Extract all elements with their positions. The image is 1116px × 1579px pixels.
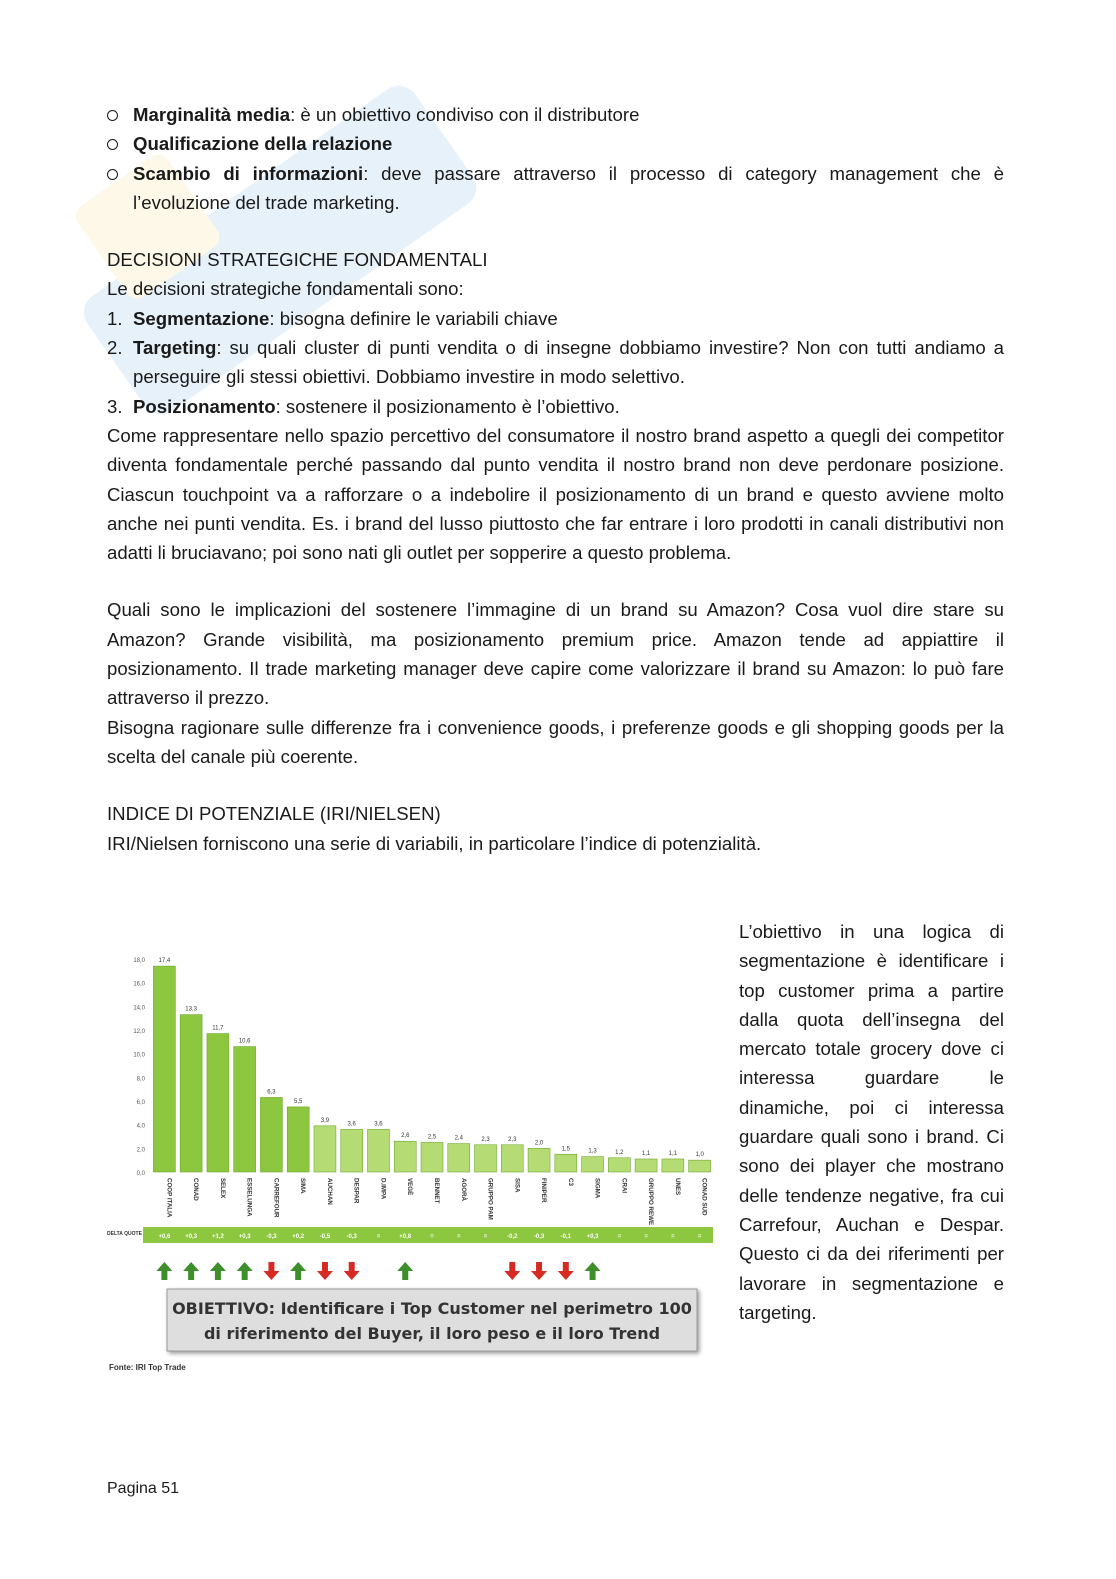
delta-value: = [617, 1234, 622, 1240]
category-label: AGORÀ [459, 1178, 467, 1202]
y-tick-label: 10,0 [133, 1052, 145, 1059]
chart-bar [368, 1129, 390, 1172]
arrow-down-icon [531, 1262, 547, 1280]
paragraph: Bisogna ragionare sulle differenze fra i convenience goods, i preferenze goods e gli shopping goods per la scelta del canale più coerente. [107, 716, 1004, 767]
arrow-up-icon [585, 1262, 601, 1280]
chart-source: Fonte: IRI Top Trade [109, 1363, 186, 1372]
category-label: SISA [513, 1178, 521, 1193]
chart-bar [314, 1126, 336, 1172]
category-label: GRUPPO PAM [486, 1178, 494, 1220]
numbered-list [107, 304, 1004, 421]
bar-value-label: 1,5 [561, 1146, 570, 1153]
bar-value-label: 3,6 [347, 1121, 356, 1128]
step-bold: Segmentazione [133, 307, 270, 329]
step-bold: Posizionamento [133, 395, 276, 417]
y-tick-label: 14,0 [133, 1005, 145, 1012]
y-tick-label: 4,0 [136, 1123, 145, 1130]
bar-value-label: 2,6 [401, 1133, 410, 1140]
chart-bar [153, 966, 175, 1172]
arrow-up-icon [290, 1262, 306, 1280]
list-item [107, 159, 1004, 218]
page-body [107, 100, 1004, 858]
chart-bar [341, 1129, 363, 1172]
bar-value-label: 2,3 [508, 1136, 517, 1143]
delta-value: = [697, 1234, 702, 1240]
chart-bar [287, 1107, 309, 1172]
category-label: CONAD SUD [700, 1178, 708, 1216]
y-tick-label: 16,0 [133, 981, 145, 988]
category-label: ESSELUNGA [245, 1178, 253, 1217]
bar-value-label: 11,7 [212, 1025, 224, 1032]
category-label: DESPAR [352, 1178, 360, 1204]
chart-figure [107, 937, 717, 1387]
list-number: 2. [107, 337, 123, 359]
category-label: SIMA [299, 1178, 307, 1194]
step-bold: Targeting [133, 337, 217, 359]
chart-bar [555, 1154, 577, 1172]
category-label: C3 [566, 1178, 574, 1186]
arrow-down-icon [504, 1262, 520, 1280]
section-intro: IRI/Nielsen forniscono una serie di variabili, in particolare l’indice di potenzialità. [107, 832, 762, 854]
bar-value-label: 1,2 [615, 1149, 624, 1156]
delta-label: DELTA QUOTE [107, 1231, 142, 1237]
chart-bar [180, 1015, 202, 1172]
bar-chart [107, 937, 717, 1387]
arrow-up-icon [210, 1262, 226, 1280]
category-label: D.IMPA [379, 1178, 387, 1200]
bar-value-label: 2,0 [534, 1140, 544, 1147]
list-item [107, 392, 1004, 421]
bar-value-label: 1,1 [668, 1150, 678, 1157]
bar-value-label: 6,3 [267, 1089, 276, 1096]
delta-value: -0,1 [560, 1234, 571, 1240]
delta-value: -0,5 [319, 1234, 331, 1240]
delta-value: = [430, 1234, 434, 1240]
y-tick-label: 0,0 [136, 1171, 145, 1177]
step-text: : bisogna definire le variabili chiave [269, 307, 558, 329]
bar-value-label: 1,0 [695, 1152, 704, 1159]
section-heading: INDICE DI POTENZIALE (IRI/NIELSEN) [107, 803, 441, 825]
chart-bar [448, 1144, 470, 1172]
y-tick-label: 2,0 [136, 1147, 145, 1154]
delta-value: -0,3 [266, 1234, 277, 1240]
bar-value-label: 3,6 [374, 1121, 383, 1128]
chart-bar [635, 1159, 657, 1172]
bar-value-label: 1,1 [641, 1150, 651, 1157]
circle-bullet-icon [107, 169, 118, 180]
category-label: GRUPPO REWE [647, 1178, 655, 1226]
step-text: : sostenere il posizionamento è l’obiettivo. [275, 395, 620, 417]
list-item [107, 304, 1004, 333]
delta-value: = [376, 1234, 381, 1240]
arrow-up-icon [183, 1262, 199, 1280]
paragraph: Come rappresentare nello spazio percettivo del consumatore il nostro brand aspetto a quegli dei competitor diventa fondamentale perché passando dal punto vendita il nostro brand non deve perdonare posizione. Ciascun touchpoint va a rafforzare o a indebolire il posizionamento di un brand e questo avviene molto anche nei punti vendita. Es. i brand del lusso piuttosto che far entrare i loro prodotti in canali distributivi non adatti li bruciavano; poi sono nati gli outlet per sopperire a questo problema. [107, 424, 1004, 564]
chart-bar [662, 1159, 684, 1172]
list-item [107, 129, 1004, 158]
category-label: SELEX [218, 1178, 226, 1199]
paragraph: Quali sono le implicazioni del sostenere l’immagine di un brand su Amazon? Cosa vuol dire stare su Amazon? Grande visibilità, ma posizionamento premium price. Amazon tende ad appiattire il posizionamento. Il trade marketing manager deve capire come valorizzare il brand su Amazon: lo può fare attraverso il prezzo. [107, 599, 1004, 709]
y-tick-label: 6,0 [136, 1100, 145, 1106]
chart-bar [207, 1034, 229, 1172]
delta-value: +0,3 [238, 1234, 251, 1240]
delta-value: = [483, 1234, 488, 1240]
chart-bar [260, 1097, 282, 1172]
objective-line-1: OBIETTIVO: Identificare i Top Customer nel perimetro 100 [172, 1299, 692, 1318]
arrow-up-icon [237, 1262, 253, 1280]
chart-bar [582, 1157, 604, 1172]
arrow-down-icon [263, 1262, 279, 1280]
chart-bar [475, 1145, 497, 1172]
page-number: Pagina 51 [107, 1480, 180, 1497]
list-item [107, 333, 1004, 392]
category-label: CONAD [192, 1178, 200, 1201]
bar-value-label: 10,6 [238, 1038, 251, 1045]
delta-value: -0,3 [533, 1234, 545, 1240]
bullet-bold: Qualificazione della relazione [133, 133, 393, 155]
chart-bar [528, 1148, 550, 1172]
delta-value: +0,8 [399, 1234, 412, 1240]
circle-bullet-icon [107, 139, 118, 150]
delta-value: +0,6 [158, 1234, 171, 1240]
arrow-up-icon [397, 1262, 413, 1280]
y-tick-label: 18,0 [133, 958, 145, 964]
delta-value: +0,3 [185, 1234, 198, 1240]
category-label: FINIPER [540, 1178, 548, 1203]
bullet-list [107, 100, 1004, 217]
arrow-down-icon [558, 1262, 574, 1280]
side-paragraph: L’obiettivo in una logica di segmentazione è identificare i top customer prima a partire dalla quota dell’insegna del mercato totale grocery dove ci interessa guardare le dinamiche, poi ci interessa guardare quali sono i brand. Ci sono dei player che mostrano delle tendenze negative, fra cui Carrefour, Auchan e Despar. Questo ci da dei riferimenti per lavorare in segmentazione e targeting. [739, 921, 1004, 1323]
circle-bullet-icon [107, 110, 118, 121]
bar-value-label: 1,3 [588, 1148, 597, 1155]
bullet-bold: Marginalità media [133, 104, 291, 125]
chart-bar [394, 1141, 416, 1172]
category-label: CARREFOUR [272, 1178, 280, 1218]
bar-value-label: 3,9 [320, 1117, 330, 1124]
category-label: COOP ITALIA [165, 1178, 173, 1218]
bar-value-label: 2,3 [481, 1136, 490, 1143]
y-tick-label: 8,0 [136, 1076, 145, 1083]
bullet-bold: Scambio di informazioni [133, 162, 364, 184]
delta-value: = [457, 1234, 461, 1240]
chart-bar [501, 1145, 523, 1172]
delta-value: = [644, 1234, 648, 1240]
list-number: 3. [107, 395, 123, 417]
arrow-up-icon [156, 1262, 172, 1280]
bar-value-label: 2,4 [454, 1135, 463, 1142]
chart-bar [689, 1160, 711, 1172]
bar-value-label: 13,3 [185, 1006, 197, 1013]
delta-value: -0,2 [507, 1234, 518, 1240]
delta-value: = [671, 1234, 675, 1240]
category-label: BENNET [433, 1178, 440, 1204]
section-heading: DECISIONI STRATEGICHE FONDAMENTALI [107, 249, 488, 271]
bullet-text: : è un obiettivo condiviso con il distributore [290, 104, 640, 125]
category-label: VEGÈ [406, 1178, 414, 1196]
bar-value-label: 17,4 [158, 958, 171, 965]
category-label: SIGMA [593, 1178, 601, 1199]
section-intro: Le decisioni strategiche fondamentali sono: [107, 278, 464, 300]
bar-value-label: 5,5 [294, 1098, 303, 1105]
arrow-down-icon [344, 1262, 360, 1280]
objective-line-2: di riferimento del Buyer, il loro peso e il loro Trend [203, 1324, 661, 1343]
chart-bar [421, 1142, 443, 1172]
delta-value: +0,2 [292, 1234, 305, 1240]
list-number: 1. [107, 307, 123, 329]
list-item [107, 100, 1004, 129]
delta-value: +0,3 [586, 1234, 599, 1240]
arrow-down-icon [317, 1262, 333, 1280]
step-text: : su quali cluster di punti vendita o di insegne dobbiamo investire? Non con tutti andiamo a perseguire gli stessi obiettivi. Dobbiamo investire in modo selettivo. [133, 337, 1004, 388]
bullet-text: : deve passare attraverso il processo di category management che è l’evoluzione del trade marketing. [133, 162, 1004, 213]
category-label: CRAI [620, 1178, 628, 1194]
delta-value: -0,3 [346, 1234, 357, 1240]
category-label: AUCHAN [325, 1178, 333, 1205]
bar-value-label: 2,5 [427, 1134, 437, 1141]
chart-bar [234, 1047, 256, 1172]
category-label: UNES [673, 1178, 681, 1196]
delta-band [143, 1227, 713, 1243]
y-tick-label: 12,0 [133, 1029, 145, 1035]
delta-value: +1,2 [211, 1234, 224, 1240]
chart-bar [608, 1158, 630, 1172]
